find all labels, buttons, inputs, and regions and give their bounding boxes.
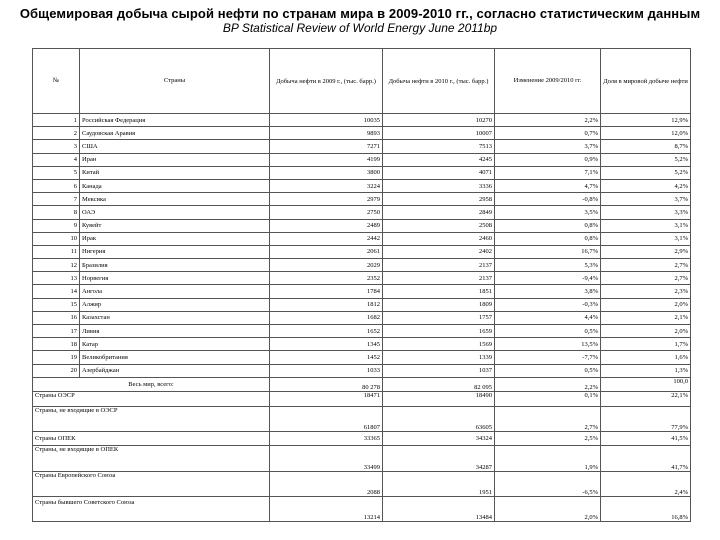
world-share: 5,2% [601, 166, 691, 179]
header-2010: Добыча нефти в 2010 г., (тыс. барр.) [383, 49, 495, 114]
country-name: Бразилия [80, 259, 270, 272]
group-2010: 1951 [383, 471, 495, 496]
change-2009-2010: 5,3% [495, 259, 601, 272]
world-share: 2,0% [601, 298, 691, 311]
table-row [33, 114, 691, 127]
change-2009-2010: 2,2% [495, 114, 601, 127]
country-name: Кувейт [80, 219, 270, 232]
group-2010: 13484 [383, 496, 495, 521]
table-row [33, 127, 691, 140]
change-2009-2010: 7,1% [495, 166, 601, 179]
group-share: 41,7% [601, 446, 691, 471]
production-2010: 2137 [383, 272, 495, 285]
table-row [33, 206, 691, 219]
change-2009-2010: 3,5% [495, 206, 601, 219]
group-row [33, 446, 691, 471]
production-2010: 1339 [383, 351, 495, 364]
change-2009-2010: -9,4% [495, 272, 601, 285]
change-2009-2010: 16,7% [495, 245, 601, 258]
table-header-row [33, 49, 691, 114]
row-number: 6 [33, 179, 80, 192]
row-number: 12 [33, 259, 80, 272]
group-label: Страны Европейского Союза [33, 471, 270, 496]
world-share: 1,6% [601, 351, 691, 364]
row-number: 20 [33, 364, 80, 377]
table-row [33, 351, 691, 364]
group-2010: 34324 [383, 431, 495, 446]
production-2010: 1851 [383, 285, 495, 298]
production-2010: 1037 [383, 364, 495, 377]
header-country: Страны [80, 49, 270, 114]
group-2009: 33365 [270, 431, 383, 446]
production-2009: 2979 [270, 193, 383, 206]
change-2009-2010: 13,5% [495, 338, 601, 351]
row-number: 15 [33, 298, 80, 311]
row-number: 8 [33, 206, 80, 219]
row-number: 5 [33, 166, 80, 179]
row-number: 1 [33, 114, 80, 127]
country-name: Великобритания [80, 351, 270, 364]
production-2009: 10035 [270, 114, 383, 127]
production-2009: 1812 [270, 298, 383, 311]
production-2010: 2849 [383, 206, 495, 219]
row-number: 11 [33, 245, 80, 258]
row-number: 9 [33, 219, 80, 232]
change-2009-2010: 3,7% [495, 140, 601, 153]
group-share: 2,4% [601, 471, 691, 496]
production-2009: 2750 [270, 206, 383, 219]
country-name: Казахстан [80, 311, 270, 324]
world-share: 4,2% [601, 179, 691, 192]
table-row [33, 193, 691, 206]
production-2009: 1033 [270, 364, 383, 377]
world-total-2009: 80 278 [270, 377, 383, 392]
world-share: 2,0% [601, 325, 691, 338]
group-change: 2,0% [495, 496, 601, 521]
country-name: США [80, 140, 270, 153]
production-2009: 2029 [270, 259, 383, 272]
group-label: Страны ОПЕК [33, 431, 270, 446]
table-row [33, 219, 691, 232]
table-row [33, 166, 691, 179]
production-2009: 7271 [270, 140, 383, 153]
country-name: Канада [80, 179, 270, 192]
world-share: 3,3% [601, 206, 691, 219]
production-2010: 4245 [383, 153, 495, 166]
header-num: № [33, 49, 80, 114]
change-2009-2010: 0,9% [495, 153, 601, 166]
world-share: 2,9% [601, 245, 691, 258]
production-2010: 1809 [383, 298, 495, 311]
group-2009: 61807 [270, 406, 383, 431]
group-share: 77,9% [601, 406, 691, 431]
table-row [33, 179, 691, 192]
country-name: Саудовская Аравия [80, 127, 270, 140]
country-name: Нигерия [80, 245, 270, 258]
production-2009: 2352 [270, 272, 383, 285]
production-2010: 2958 [383, 193, 495, 206]
table-row [33, 325, 691, 338]
group-change: 0,1% [495, 392, 601, 407]
row-number: 17 [33, 325, 80, 338]
row-number: 2 [33, 127, 80, 140]
world-share: 2,7% [601, 259, 691, 272]
production-2009: 2061 [270, 245, 383, 258]
group-2009: 2088 [270, 471, 383, 496]
table-row [33, 245, 691, 258]
group-share: 41,5% [601, 431, 691, 446]
world-total-row [33, 377, 691, 392]
change-2009-2010: 0,5% [495, 364, 601, 377]
world-share: 8,7% [601, 140, 691, 153]
production-2010: 10270 [383, 114, 495, 127]
table-row [33, 364, 691, 377]
group-label: Страны ОЭСР [33, 392, 270, 407]
change-2009-2010: -0,8% [495, 193, 601, 206]
production-2009: 3800 [270, 166, 383, 179]
change-2009-2010: 4,4% [495, 311, 601, 324]
row-number: 3 [33, 140, 80, 153]
world-share: 2,1% [601, 311, 691, 324]
world-share: 2,3% [601, 285, 691, 298]
group-2009: 13214 [270, 496, 383, 521]
table-row [33, 153, 691, 166]
change-2009-2010: -7,7% [495, 351, 601, 364]
production-2009: 2442 [270, 232, 383, 245]
oil-production-table [32, 48, 691, 522]
change-2009-2010: -0,3% [495, 298, 601, 311]
group-row [33, 471, 691, 496]
world-share: 3,1% [601, 219, 691, 232]
group-change: 1,9% [495, 446, 601, 471]
country-name: Иран [80, 153, 270, 166]
production-2010: 2137 [383, 259, 495, 272]
group-row [33, 496, 691, 521]
world-share: 3,7% [601, 193, 691, 206]
page-title: Общемировая добыча сырой нефти по странам мира в 2009-2010 гг., согласно статистическим данным [19, 6, 701, 21]
change-2009-2010: 0,7% [495, 127, 601, 140]
country-name: Российская Федерация [80, 114, 270, 127]
world-share: 5,2% [601, 153, 691, 166]
production-2010: 1757 [383, 311, 495, 324]
world-total-share: 100,0 [601, 377, 691, 392]
world-share: 1,7% [601, 338, 691, 351]
change-2009-2010: 4,7% [495, 179, 601, 192]
header-share: Доля в мировой добыче нефти [601, 49, 691, 114]
group-2009: 33499 [270, 446, 383, 471]
production-2009: 4199 [270, 153, 383, 166]
country-name: Норвегия [80, 272, 270, 285]
table-row [33, 338, 691, 351]
world-total-2010: 82 095 [383, 377, 495, 392]
group-label: Страны, не входящие в ОЭСР [33, 406, 270, 431]
world-share: 3,1% [601, 232, 691, 245]
group-row [33, 406, 691, 431]
row-number: 19 [33, 351, 80, 364]
row-number: 4 [33, 153, 80, 166]
group-share: 16,8% [601, 496, 691, 521]
production-2010: 2508 [383, 219, 495, 232]
page-subtitle: BP Statistical Review of World Energy June 2011bp [222, 21, 498, 35]
change-2009-2010: 0,8% [495, 219, 601, 232]
group-2010: 34287 [383, 446, 495, 471]
header-change: Изменение 2009/2010 гг. [495, 49, 601, 114]
country-name: ОАЭ [80, 206, 270, 219]
group-row [33, 392, 691, 407]
country-name: Ирак [80, 232, 270, 245]
group-2010: 63605 [383, 406, 495, 431]
production-2010: 2460 [383, 232, 495, 245]
table-row [33, 232, 691, 245]
production-2010: 1659 [383, 325, 495, 338]
change-2009-2010: 0,8% [495, 232, 601, 245]
group-share: 22,1% [601, 392, 691, 407]
group-label: Страны, не входящие в ОПЕК [33, 446, 270, 471]
country-name: Азербайджан [80, 364, 270, 377]
world-total-label: Весь мир, всего: [33, 377, 270, 392]
row-number: 13 [33, 272, 80, 285]
world-share: 12,9% [601, 114, 691, 127]
group-2009: 18471 [270, 392, 383, 407]
world-share: 2,7% [601, 272, 691, 285]
production-2010: 10007 [383, 127, 495, 140]
production-2010: 4071 [383, 166, 495, 179]
world-total-change: 2,2% [495, 377, 601, 392]
group-label: Страны бывшего Советского Союза [33, 496, 270, 521]
row-number: 7 [33, 193, 80, 206]
group-change: -6,5% [495, 471, 601, 496]
country-name: Катар [80, 338, 270, 351]
group-change: 2,7% [495, 406, 601, 431]
country-name: Алжир [80, 298, 270, 311]
production-2009: 1345 [270, 338, 383, 351]
production-2009: 1682 [270, 311, 383, 324]
table-row [33, 140, 691, 153]
group-change: 2,5% [495, 431, 601, 446]
row-number: 18 [33, 338, 80, 351]
world-share: 12,0% [601, 127, 691, 140]
production-2009: 1452 [270, 351, 383, 364]
production-2009: 1652 [270, 325, 383, 338]
production-2010: 7513 [383, 140, 495, 153]
production-2010: 1569 [383, 338, 495, 351]
table-row [33, 311, 691, 324]
table-row [33, 272, 691, 285]
header-2009: Добыча нефти в 2009 г., (тыс. барр.) [270, 49, 383, 114]
production-2009: 9893 [270, 127, 383, 140]
country-name: Мексика [80, 193, 270, 206]
table-row [33, 285, 691, 298]
row-number: 10 [33, 232, 80, 245]
group-2010: 18490 [383, 392, 495, 407]
country-name: Китай [80, 166, 270, 179]
table-row [33, 259, 691, 272]
change-2009-2010: 3,8% [495, 285, 601, 298]
change-2009-2010: 0,5% [495, 325, 601, 338]
production-2009: 3224 [270, 179, 383, 192]
table-row [33, 298, 691, 311]
country-name: Ангола [80, 285, 270, 298]
row-number: 16 [33, 311, 80, 324]
production-2010: 2402 [383, 245, 495, 258]
production-2010: 3336 [383, 179, 495, 192]
world-share: 1,3% [601, 364, 691, 377]
country-name: Ливия [80, 325, 270, 338]
row-number: 14 [33, 285, 80, 298]
production-2009: 1784 [270, 285, 383, 298]
production-2009: 2489 [270, 219, 383, 232]
group-row [33, 431, 691, 446]
